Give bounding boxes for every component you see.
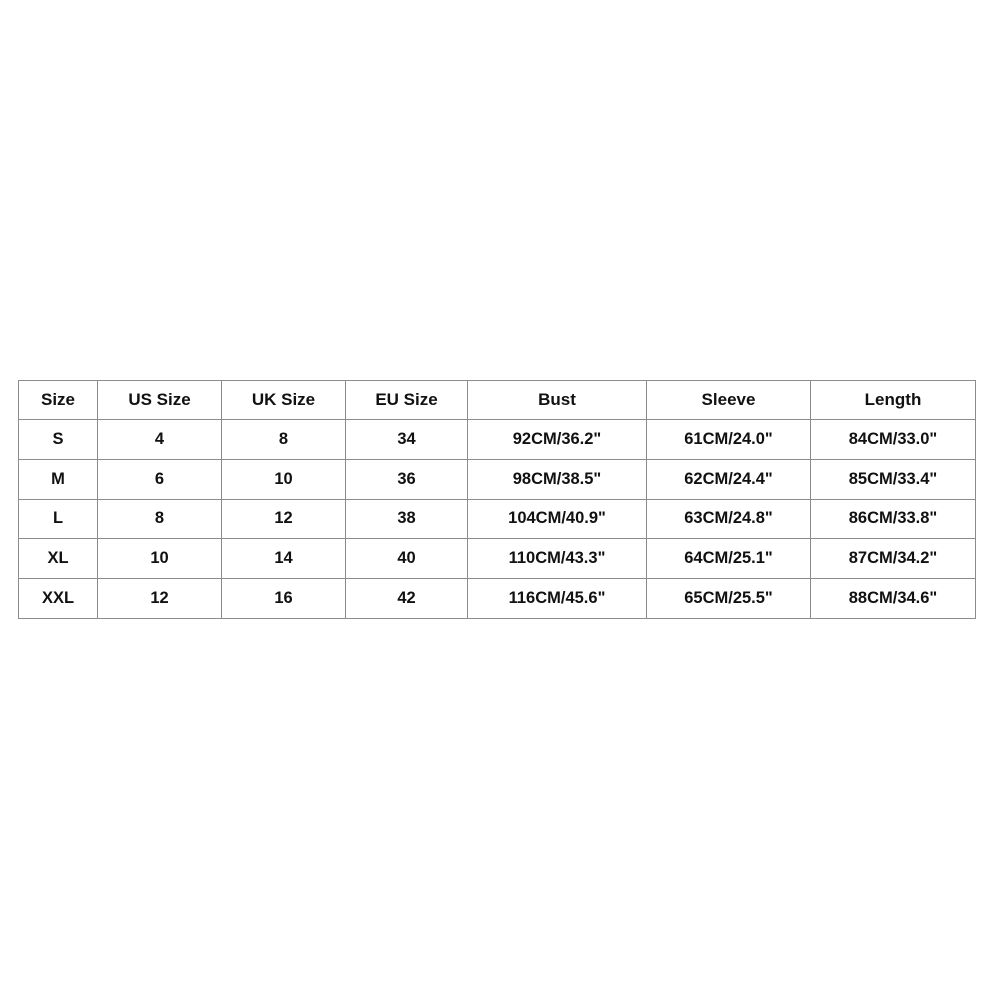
cell-sleeve: 65CM/25.5"	[647, 579, 811, 619]
table-row	[19, 579, 976, 619]
cell-size: M	[19, 459, 98, 499]
cell-size: S	[19, 420, 98, 460]
header-us-size: US Size	[98, 381, 222, 420]
cell-us-size: 8	[98, 499, 222, 539]
cell-size: XXL	[19, 579, 98, 619]
cell-sleeve: 64CM/25.1"	[647, 539, 811, 579]
cell-us-size: 12	[98, 579, 222, 619]
table-row	[19, 499, 976, 539]
cell-sleeve: 61CM/24.0"	[647, 420, 811, 460]
cell-uk-size: 12	[222, 499, 346, 539]
cell-length: 85CM/33.4"	[811, 459, 976, 499]
cell-eu-size: 40	[346, 539, 468, 579]
cell-length: 86CM/33.8"	[811, 499, 976, 539]
cell-us-size: 6	[98, 459, 222, 499]
cell-uk-size: 14	[222, 539, 346, 579]
table-row	[19, 420, 976, 460]
cell-length: 87CM/34.2"	[811, 539, 976, 579]
cell-eu-size: 38	[346, 499, 468, 539]
cell-bust: 116CM/45.6"	[468, 579, 647, 619]
table-header-row	[19, 381, 976, 420]
cell-bust: 104CM/40.9"	[468, 499, 647, 539]
cell-bust: 92CM/36.2"	[468, 420, 647, 460]
cell-uk-size: 10	[222, 459, 346, 499]
cell-size: XL	[19, 539, 98, 579]
cell-sleeve: 62CM/24.4"	[647, 459, 811, 499]
table-row	[19, 459, 976, 499]
cell-length: 88CM/34.6"	[811, 579, 976, 619]
cell-bust: 110CM/43.3"	[468, 539, 647, 579]
table-row	[19, 539, 976, 579]
cell-uk-size: 16	[222, 579, 346, 619]
cell-eu-size: 36	[346, 459, 468, 499]
cell-us-size: 10	[98, 539, 222, 579]
header-sleeve: Sleeve	[647, 381, 811, 420]
header-bust: Bust	[468, 381, 647, 420]
header-eu-size: EU Size	[346, 381, 468, 420]
cell-eu-size: 42	[346, 579, 468, 619]
cell-sleeve: 63CM/24.8"	[647, 499, 811, 539]
cell-eu-size: 34	[346, 420, 468, 460]
cell-size: L	[19, 499, 98, 539]
cell-bust: 98CM/38.5"	[468, 459, 647, 499]
header-uk-size: UK Size	[222, 381, 346, 420]
cell-us-size: 4	[98, 420, 222, 460]
header-size: Size	[19, 381, 98, 420]
header-length: Length	[811, 381, 976, 420]
cell-uk-size: 8	[222, 420, 346, 460]
size-chart-table	[18, 380, 976, 619]
cell-length: 84CM/33.0"	[811, 420, 976, 460]
